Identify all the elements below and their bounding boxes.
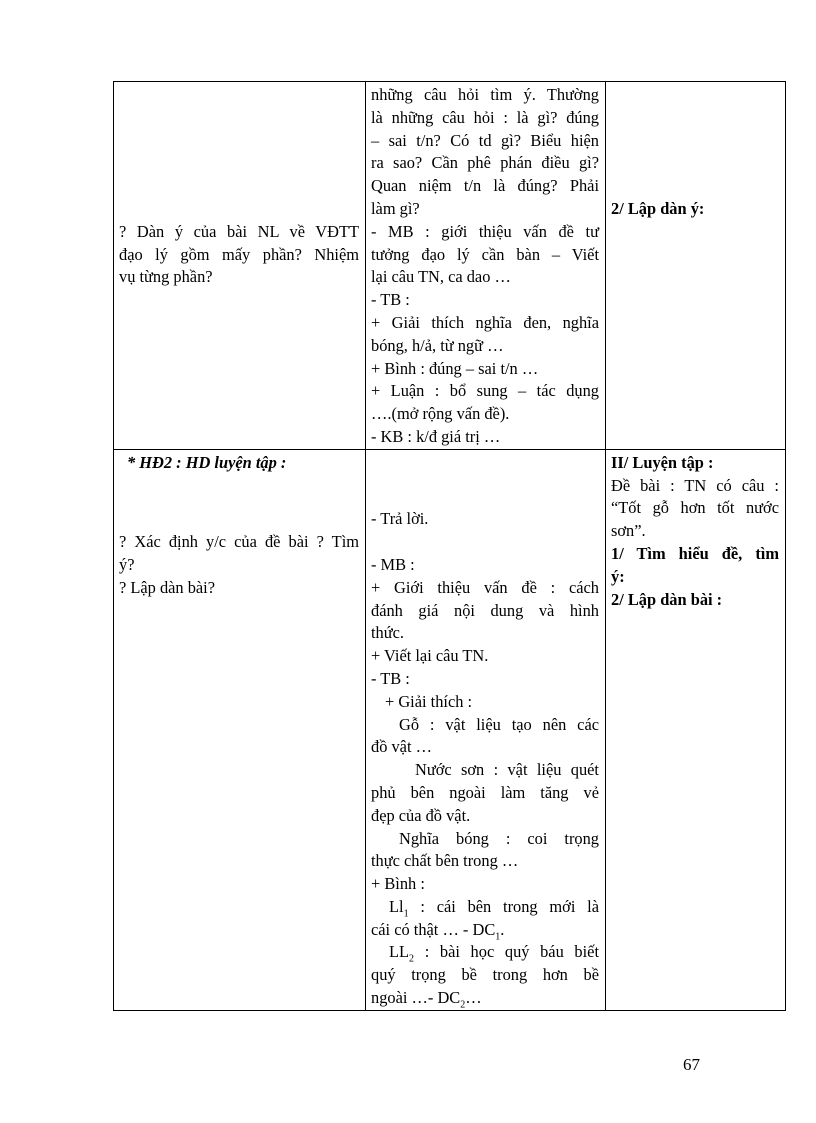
teacher-activity-cell [114, 449, 366, 1010]
content-line: phủ bên ngoài làm tăng vẻ [371, 782, 599, 802]
content-line: bóng, h/ả, từ ngữ … [371, 335, 504, 355]
content-line: + Luận : bổ sung – tác dụng [371, 381, 599, 401]
question-text: ? Dàn ý của bài NL về VĐTT [119, 221, 359, 241]
question-text: ? Xác định y/c của đề bài ? Tìm [119, 532, 359, 552]
content-line: - TB : [371, 668, 410, 688]
section-heading: 2/ Lập dàn ý: [611, 198, 705, 218]
section-heading: II/ Luyện tập : [611, 452, 714, 472]
content-line: làm gì? [371, 198, 420, 218]
page-number: 67 [683, 1055, 700, 1074]
teacher-activity-cell [114, 82, 366, 450]
question-text: đạo lý gồm mấy phần? Nhiệm [119, 244, 359, 264]
content-line: ….(mở rộng vấn đề). [371, 404, 510, 424]
topic-line: sơn”. [611, 521, 646, 541]
student-activity-cell [366, 82, 606, 450]
table-row [114, 82, 786, 450]
content-line: ra sao? Cần phê phán điều gì? [371, 153, 599, 173]
content-line: đánh giá nội dung và hình [371, 600, 599, 620]
content-line: những câu hỏi tìm ý. Thường [371, 85, 599, 104]
content-line: ngoài …- $DC_2\dots$ [371, 988, 482, 1011]
content-line: - MB : [371, 554, 415, 574]
question-text: ? Lập dàn bài? [119, 577, 216, 597]
lesson-table [113, 81, 786, 1011]
content-line: - TB : [371, 290, 410, 310]
content-line: + Bình : đúng – sai t/n … [371, 358, 539, 378]
step-heading: 2/ Lập dàn bài : [611, 589, 723, 609]
content-line: - MB : giới thiệu vấn đề tư [371, 221, 599, 241]
content-line: quý trọng bề trong hơn bề [371, 965, 599, 985]
content-line: Nước sơn : vật liệu quét [415, 760, 599, 780]
content-line: + Bình : [371, 874, 425, 894]
content-cell [606, 82, 786, 450]
content-line: – sai t/n? Có td gì? Biểu hiện [371, 130, 599, 150]
content-line: là những câu hỏi : là gì? đúng [371, 107, 599, 127]
content-line: thức. [371, 623, 405, 643]
topic-line: Đề bài : TN có câu : [611, 475, 779, 495]
content-line: + Viết lại câu TN. [371, 646, 489, 666]
answer-line: - Trả lời. [371, 509, 429, 529]
content-line: tưởng đạo lý cần bàn – Viết [371, 244, 599, 264]
activity-heading: * HĐ2 : HD luyện tập : [127, 452, 287, 472]
step-heading: ý: [611, 566, 625, 586]
student-activity-cell [366, 449, 606, 1010]
content-line: - KB : k/đ giá trị … [371, 426, 501, 446]
content-line: + Giới thiệu vấn đề : cách [371, 577, 599, 597]
content-line: Gỗ : vật liệu tạo nên các [399, 714, 599, 734]
content-line: $Ll_1$ : cái bên trong mới là [389, 896, 599, 920]
topic-line: “Tốt gỗ hơn tốt nước [611, 498, 779, 518]
content-line: Nghĩa bóng : coi trọng [399, 828, 599, 848]
content-line: $LL_2$ : bài học quý báu biết [389, 942, 599, 965]
table-row [114, 449, 786, 1010]
content-cell [606, 449, 786, 1010]
content-line: cái có thật … - $DC_1$. [371, 919, 505, 942]
question-text: ý? [119, 554, 135, 574]
content-line: đồ vật … [371, 737, 433, 757]
question-text: vụ từng phần? [119, 267, 213, 287]
content-line: + Giải thích : [385, 691, 473, 711]
content-line: + Giải thích nghĩa đen, nghĩa [371, 312, 599, 332]
step-heading: 1/ Tìm hiểu đề, tìm [611, 543, 779, 563]
content-line: thực chất bên trong … [371, 851, 519, 871]
content-line: Quan niệm t/n là đúng? Phải [371, 176, 599, 196]
content-line: đẹp của đồ vật. [371, 805, 471, 825]
content-line: lại câu TN, ca dao … [371, 267, 511, 287]
